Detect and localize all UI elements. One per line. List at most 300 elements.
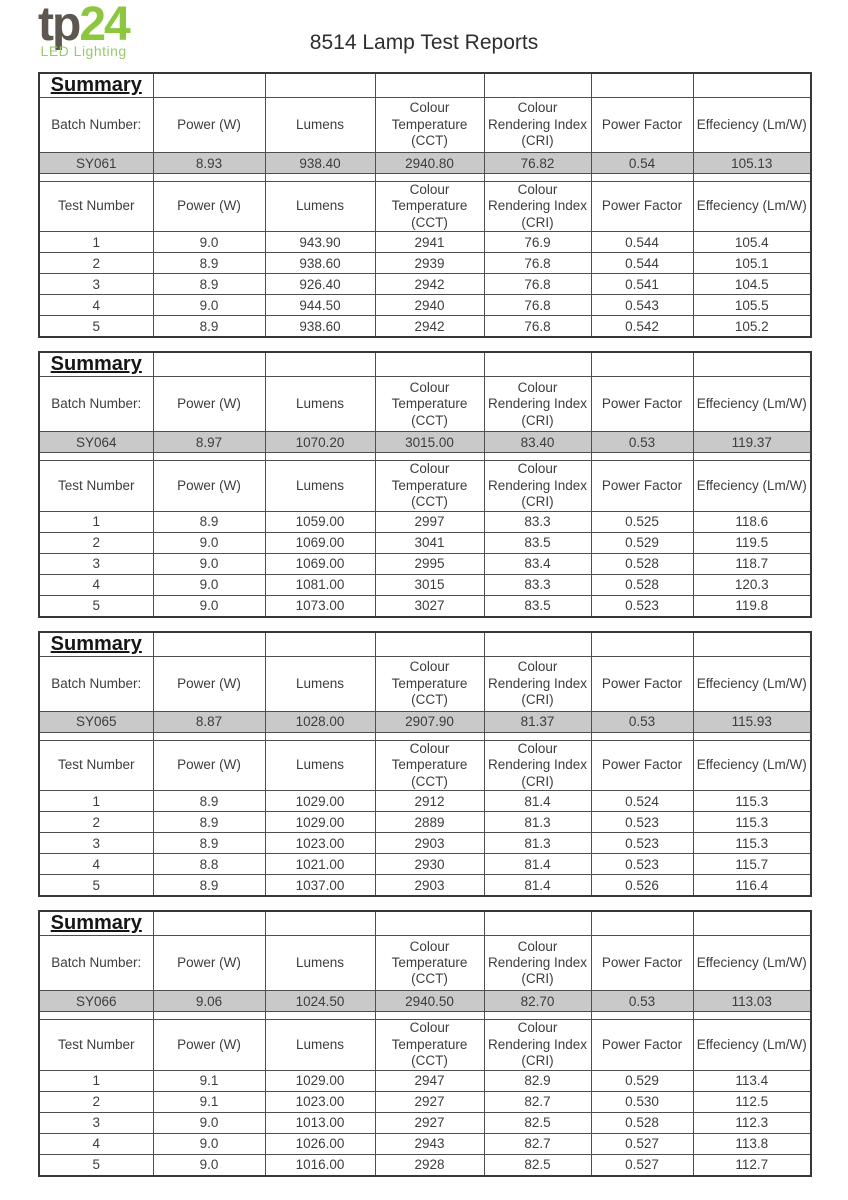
empty-cell: [153, 632, 265, 657]
empty-cell: [484, 73, 591, 98]
test-value-cell: 2928: [375, 1154, 484, 1176]
test-value-cell: 1023.00: [265, 833, 375, 854]
test-value-cell: 112.5: [693, 1091, 811, 1112]
batch-value-cell: 113.03: [693, 991, 811, 1012]
batch-header-row: [39, 377, 811, 432]
test-value-cell: 0.527: [591, 1154, 693, 1176]
test-value-cell: 2942: [375, 316, 484, 338]
test-value-cell: 113.4: [693, 1070, 811, 1091]
test-value-cell: 8.8: [153, 854, 265, 875]
summary-heading-cell: [39, 632, 153, 657]
test-row: [39, 812, 811, 833]
test-value-cell: 2942: [375, 274, 484, 295]
test-header-row: [39, 1020, 811, 1070]
test-value-cell: 9.0: [153, 295, 265, 316]
spacer-cell: [591, 453, 693, 461]
test-value-cell: 3: [39, 553, 153, 574]
test-value-cell: 1021.00: [265, 854, 375, 875]
test-value-cell: 1: [39, 1070, 153, 1091]
test-value-cell: 82.5: [484, 1112, 591, 1133]
test-value-cell: 81.4: [484, 854, 591, 875]
test-value-cell: 1073.00: [265, 595, 375, 617]
column-header: Test Number: [39, 461, 153, 511]
test-value-cell: 105.5: [693, 295, 811, 316]
test-value-cell: 8.9: [153, 274, 265, 295]
empty-cell: [265, 632, 375, 657]
test-value-cell: 8.9: [153, 253, 265, 274]
empty-cell: [375, 352, 484, 377]
batch-value-cell: 0.53: [591, 991, 693, 1012]
batch-value-cell: 83.40: [484, 432, 591, 453]
test-value-cell: 1: [39, 511, 153, 532]
test-value-cell: 5: [39, 595, 153, 617]
spacer-row: [39, 453, 811, 461]
column-header: Power (W): [153, 1020, 265, 1070]
batch-value-cell: 2907.90: [375, 711, 484, 732]
column-header: Colour Temperature (CCT): [375, 936, 484, 991]
test-value-cell: 115.7: [693, 854, 811, 875]
test-value-cell: 943.90: [265, 232, 375, 253]
page-title: 8514 Lamp Test Reports: [309, 31, 539, 54]
test-row: [39, 295, 811, 316]
test-value-cell: 81.4: [484, 875, 591, 897]
test-value-cell: 9.0: [153, 553, 265, 574]
summary-label: Summary: [50, 912, 142, 935]
column-header: Colour Rendering Index (CRI): [484, 461, 591, 511]
test-value-cell: 2943: [375, 1133, 484, 1154]
column-header: Power (W): [153, 377, 265, 432]
empty-cell: [693, 352, 811, 377]
spacer-cell: [265, 1012, 375, 1020]
test-value-cell: 0.544: [591, 253, 693, 274]
batch-report-table: [38, 351, 812, 617]
column-header: Power Factor: [591, 740, 693, 790]
empty-cell: [591, 352, 693, 377]
batch-value-cell: SY065: [39, 711, 153, 732]
test-value-cell: 113.8: [693, 1133, 811, 1154]
column-header: Colour Rendering Index (CRI): [484, 98, 591, 153]
column-header: Lumens: [265, 656, 375, 711]
test-value-cell: 9.0: [153, 1112, 265, 1133]
test-value-cell: 83.4: [484, 553, 591, 574]
test-value-cell: 0.524: [591, 791, 693, 812]
test-value-cell: 1037.00: [265, 875, 375, 897]
test-value-cell: 0.523: [591, 833, 693, 854]
summary-label: Summary: [50, 353, 142, 376]
test-row: [39, 1154, 811, 1176]
test-value-cell: 105.1: [693, 253, 811, 274]
test-value-cell: 76.8: [484, 295, 591, 316]
test-row: [39, 1112, 811, 1133]
column-header: Colour Rendering Index (CRI): [484, 936, 591, 991]
test-value-cell: 4: [39, 574, 153, 595]
test-row: [39, 532, 811, 553]
test-row: [39, 553, 811, 574]
column-header: Power Factor: [591, 98, 693, 153]
test-value-cell: 1: [39, 232, 153, 253]
spacer-cell: [484, 174, 591, 182]
logo-subtitle: LED Lighting: [40, 43, 127, 59]
test-value-cell: 2995: [375, 553, 484, 574]
test-value-cell: 105.2: [693, 316, 811, 338]
spacer-row: [39, 732, 811, 740]
batch-value-cell: 3015.00: [375, 432, 484, 453]
test-row: [39, 875, 811, 897]
test-value-cell: 0.527: [591, 1133, 693, 1154]
test-header-row: [39, 182, 811, 232]
test-value-cell: 81.4: [484, 791, 591, 812]
spacer-cell: [591, 174, 693, 182]
column-header: Test Number: [39, 1020, 153, 1070]
test-value-cell: 8.9: [153, 812, 265, 833]
spacer-cell: [591, 1012, 693, 1020]
column-header: Colour Rendering Index (CRI): [484, 656, 591, 711]
test-value-cell: 5: [39, 1154, 153, 1176]
batch-value-cell: 2940.80: [375, 153, 484, 174]
test-value-cell: 2927: [375, 1112, 484, 1133]
summary-heading-cell: [39, 73, 153, 98]
test-value-cell: 2940: [375, 295, 484, 316]
batch-value-row: [39, 153, 811, 174]
spacer-cell: [375, 1012, 484, 1020]
test-row: [39, 854, 811, 875]
empty-cell: [153, 352, 265, 377]
test-row: [39, 1070, 811, 1091]
test-value-cell: 8.9: [153, 316, 265, 338]
test-value-cell: 0.523: [591, 812, 693, 833]
test-value-cell: 4: [39, 295, 153, 316]
test-value-cell: 118.7: [693, 553, 811, 574]
empty-cell: [693, 911, 811, 936]
test-value-cell: 76.8: [484, 253, 591, 274]
test-value-cell: 81.3: [484, 833, 591, 854]
spacer-cell: [375, 453, 484, 461]
empty-cell: [693, 632, 811, 657]
column-header: Batch Number:: [39, 936, 153, 991]
spacer-cell: [265, 453, 375, 461]
test-value-cell: 9.1: [153, 1070, 265, 1091]
test-value-cell: 8.9: [153, 791, 265, 812]
test-value-cell: 938.60: [265, 253, 375, 274]
empty-cell: [153, 73, 265, 98]
batch-value-cell: 119.37: [693, 432, 811, 453]
test-row: [39, 316, 811, 338]
test-row: [39, 595, 811, 617]
batch-value-cell: 8.87: [153, 711, 265, 732]
test-value-cell: 82.5: [484, 1154, 591, 1176]
batch-value-cell: 115.93: [693, 711, 811, 732]
test-row: [39, 833, 811, 854]
column-header: Lumens: [265, 377, 375, 432]
column-header: Lumens: [265, 740, 375, 790]
column-header: Colour Temperature (CCT): [375, 377, 484, 432]
test-value-cell: 2947: [375, 1070, 484, 1091]
test-value-cell: 3: [39, 1112, 153, 1133]
empty-cell: [265, 73, 375, 98]
test-value-cell: 119.5: [693, 532, 811, 553]
column-header: Power Factor: [591, 377, 693, 432]
spacer-cell: [375, 732, 484, 740]
batch-value-cell: 0.53: [591, 711, 693, 732]
column-header: Lumens: [265, 1020, 375, 1070]
test-value-cell: 1029.00: [265, 812, 375, 833]
test-value-cell: 2903: [375, 875, 484, 897]
test-value-cell: 116.4: [693, 875, 811, 897]
column-header: Colour Temperature (CCT): [375, 461, 484, 511]
column-header: Lumens: [265, 936, 375, 991]
test-value-cell: 0.528: [591, 574, 693, 595]
column-header: Effeciency (Lm/W): [693, 1020, 811, 1070]
summary-row: [39, 73, 811, 98]
column-header: Power (W): [153, 98, 265, 153]
summary-label: Summary: [50, 74, 142, 96]
test-value-cell: 1013.00: [265, 1112, 375, 1133]
column-header: Power Factor: [591, 182, 693, 232]
spacer-cell: [693, 453, 811, 461]
test-value-cell: 1069.00: [265, 532, 375, 553]
test-value-cell: 115.3: [693, 833, 811, 854]
spacer-row: [39, 174, 811, 182]
test-value-cell: 0.543: [591, 295, 693, 316]
test-value-cell: 3: [39, 274, 153, 295]
batch-header-row: [39, 656, 811, 711]
column-header: Colour Rendering Index (CRI): [484, 740, 591, 790]
test-row: [39, 232, 811, 253]
test-value-cell: 2912: [375, 791, 484, 812]
spacer-cell: [484, 453, 591, 461]
test-value-cell: 1: [39, 791, 153, 812]
test-value-cell: 120.3: [693, 574, 811, 595]
batch-report-table: [38, 72, 812, 338]
column-header: Colour Temperature (CCT): [375, 98, 484, 153]
test-value-cell: 0.528: [591, 1112, 693, 1133]
test-value-cell: 76.8: [484, 316, 591, 338]
batch-value-cell: 105.13: [693, 153, 811, 174]
logo-text-tp: tp: [38, 0, 80, 51]
test-value-cell: 0.523: [591, 854, 693, 875]
column-header: Colour Rendering Index (CRI): [484, 182, 591, 232]
test-value-cell: 82.7: [484, 1091, 591, 1112]
test-value-cell: 9.0: [153, 574, 265, 595]
batch-report-table: [38, 910, 812, 1176]
column-header: Effeciency (Lm/W): [693, 740, 811, 790]
column-header: Power (W): [153, 461, 265, 511]
test-row: [39, 274, 811, 295]
batch-value-row: [39, 711, 811, 732]
spacer-cell: [484, 1012, 591, 1020]
test-value-cell: 9.0: [153, 1154, 265, 1176]
test-value-cell: 83.5: [484, 532, 591, 553]
empty-cell: [265, 352, 375, 377]
spacer-cell: [39, 174, 153, 182]
empty-cell: [375, 911, 484, 936]
summary-heading-cell: [39, 352, 153, 377]
test-value-cell: 3027: [375, 595, 484, 617]
column-header: Batch Number:: [39, 656, 153, 711]
batch-value-cell: 82.70: [484, 991, 591, 1012]
empty-cell: [375, 73, 484, 98]
test-value-cell: 1059.00: [265, 511, 375, 532]
summary-row: [39, 352, 811, 377]
test-value-cell: 3015: [375, 574, 484, 595]
batch-header-row: [39, 98, 811, 153]
summary-label: Summary: [50, 632, 142, 655]
test-value-cell: 76.8: [484, 274, 591, 295]
test-row: [39, 574, 811, 595]
spacer-cell: [693, 1012, 811, 1020]
batch-value-row: [39, 432, 811, 453]
test-value-cell: 118.6: [693, 511, 811, 532]
column-header: Effeciency (Lm/W): [693, 461, 811, 511]
empty-cell: [265, 911, 375, 936]
column-header: Power Factor: [591, 936, 693, 991]
test-value-cell: 81.3: [484, 812, 591, 833]
spacer-cell: [265, 174, 375, 182]
test-value-cell: 2941: [375, 232, 484, 253]
batch-value-cell: 9.06: [153, 991, 265, 1012]
batch-value-cell: 0.54: [591, 153, 693, 174]
spacer-cell: [153, 732, 265, 740]
test-value-cell: 112.3: [693, 1112, 811, 1133]
batch-value-cell: SY066: [39, 991, 153, 1012]
test-value-cell: 1069.00: [265, 553, 375, 574]
column-header: Power (W): [153, 182, 265, 232]
test-value-cell: 0.544: [591, 232, 693, 253]
batch-value-cell: 8.93: [153, 153, 265, 174]
test-value-cell: 2927: [375, 1091, 484, 1112]
test-value-cell: 104.5: [693, 274, 811, 295]
spacer-cell: [591, 732, 693, 740]
test-row: [39, 253, 811, 274]
test-value-cell: 0.530: [591, 1091, 693, 1112]
test-value-cell: 83.5: [484, 595, 591, 617]
column-header: Power (W): [153, 936, 265, 991]
column-header: Colour Temperature (CCT): [375, 656, 484, 711]
column-header: Test Number: [39, 182, 153, 232]
test-value-cell: 0.525: [591, 511, 693, 532]
test-value-cell: 2: [39, 812, 153, 833]
column-header: Power Factor: [591, 461, 693, 511]
test-value-cell: 9.0: [153, 595, 265, 617]
batch-value-cell: 1028.00: [265, 711, 375, 732]
test-value-cell: 105.4: [693, 232, 811, 253]
empty-cell: [153, 911, 265, 936]
batch-report-table: [38, 631, 812, 897]
spacer-cell: [265, 732, 375, 740]
test-value-cell: 1016.00: [265, 1154, 375, 1176]
test-value-cell: 8.9: [153, 833, 265, 854]
report-sections: [38, 72, 812, 1190]
test-value-cell: 1081.00: [265, 574, 375, 595]
spacer-cell: [693, 732, 811, 740]
test-value-cell: 0.529: [591, 532, 693, 553]
test-value-cell: 0.523: [591, 595, 693, 617]
test-value-cell: 4: [39, 854, 153, 875]
test-value-cell: 82.9: [484, 1070, 591, 1091]
column-header: Effeciency (Lm/W): [693, 936, 811, 991]
test-value-cell: 5: [39, 875, 153, 897]
test-value-cell: 0.528: [591, 553, 693, 574]
test-value-cell: 3041: [375, 532, 484, 553]
spacer-cell: [39, 732, 153, 740]
test-value-cell: 82.7: [484, 1133, 591, 1154]
spacer-cell: [693, 174, 811, 182]
test-value-cell: 2: [39, 532, 153, 553]
empty-cell: [375, 632, 484, 657]
test-value-cell: 1026.00: [265, 1133, 375, 1154]
column-header: Power Factor: [591, 1020, 693, 1070]
spacer-cell: [39, 453, 153, 461]
column-header: Test Number: [39, 740, 153, 790]
test-value-cell: 1029.00: [265, 791, 375, 812]
column-header: Colour Temperature (CCT): [375, 740, 484, 790]
test-value-cell: 0.529: [591, 1070, 693, 1091]
batch-value-cell: SY061: [39, 153, 153, 174]
summary-heading-cell: [39, 911, 153, 936]
test-value-cell: 76.9: [484, 232, 591, 253]
batch-value-cell: 8.97: [153, 432, 265, 453]
test-value-cell: 2: [39, 1091, 153, 1112]
test-value-cell: 112.7: [693, 1154, 811, 1176]
test-value-cell: 119.8: [693, 595, 811, 617]
column-header: Lumens: [265, 461, 375, 511]
batch-value-row: [39, 991, 811, 1012]
empty-cell: [591, 632, 693, 657]
spacer-cell: [484, 732, 591, 740]
spacer-cell: [153, 1012, 265, 1020]
column-header: Effeciency (Lm/W): [693, 656, 811, 711]
test-header-row: [39, 740, 811, 790]
test-value-cell: 4: [39, 1133, 153, 1154]
spacer-cell: [375, 174, 484, 182]
column-header: Batch Number:: [39, 377, 153, 432]
batch-value-cell: SY064: [39, 432, 153, 453]
test-value-cell: 2997: [375, 511, 484, 532]
test-value-cell: 8.9: [153, 511, 265, 532]
column-header: Power (W): [153, 740, 265, 790]
batch-value-cell: 1024.50: [265, 991, 375, 1012]
empty-cell: [484, 911, 591, 936]
test-value-cell: 1029.00: [265, 1070, 375, 1091]
test-value-cell: 938.60: [265, 316, 375, 338]
test-value-cell: 2903: [375, 833, 484, 854]
spacer-cell: [153, 453, 265, 461]
empty-cell: [693, 73, 811, 98]
logo-text-24: 24: [79, 0, 129, 51]
empty-cell: [484, 352, 591, 377]
summary-row: [39, 911, 811, 936]
test-value-cell: 944.50: [265, 295, 375, 316]
batch-value-cell: 1070.20: [265, 432, 375, 453]
empty-cell: [591, 911, 693, 936]
batch-value-cell: 938.40: [265, 153, 375, 174]
test-value-cell: 1023.00: [265, 1091, 375, 1112]
test-value-cell: 0.541: [591, 274, 693, 295]
batch-value-cell: 76.82: [484, 153, 591, 174]
test-value-cell: 0.526: [591, 875, 693, 897]
batch-value-cell: 2940.50: [375, 991, 484, 1012]
test-value-cell: 83.3: [484, 511, 591, 532]
test-value-cell: 83.3: [484, 574, 591, 595]
batch-value-cell: 81.37: [484, 711, 591, 732]
summary-row: [39, 632, 811, 657]
batch-header-row: [39, 936, 811, 991]
empty-cell: [591, 73, 693, 98]
test-value-cell: 0.542: [591, 316, 693, 338]
spacer-cell: [39, 1012, 153, 1020]
column-header: Lumens: [265, 98, 375, 153]
test-value-cell: 9.0: [153, 1133, 265, 1154]
